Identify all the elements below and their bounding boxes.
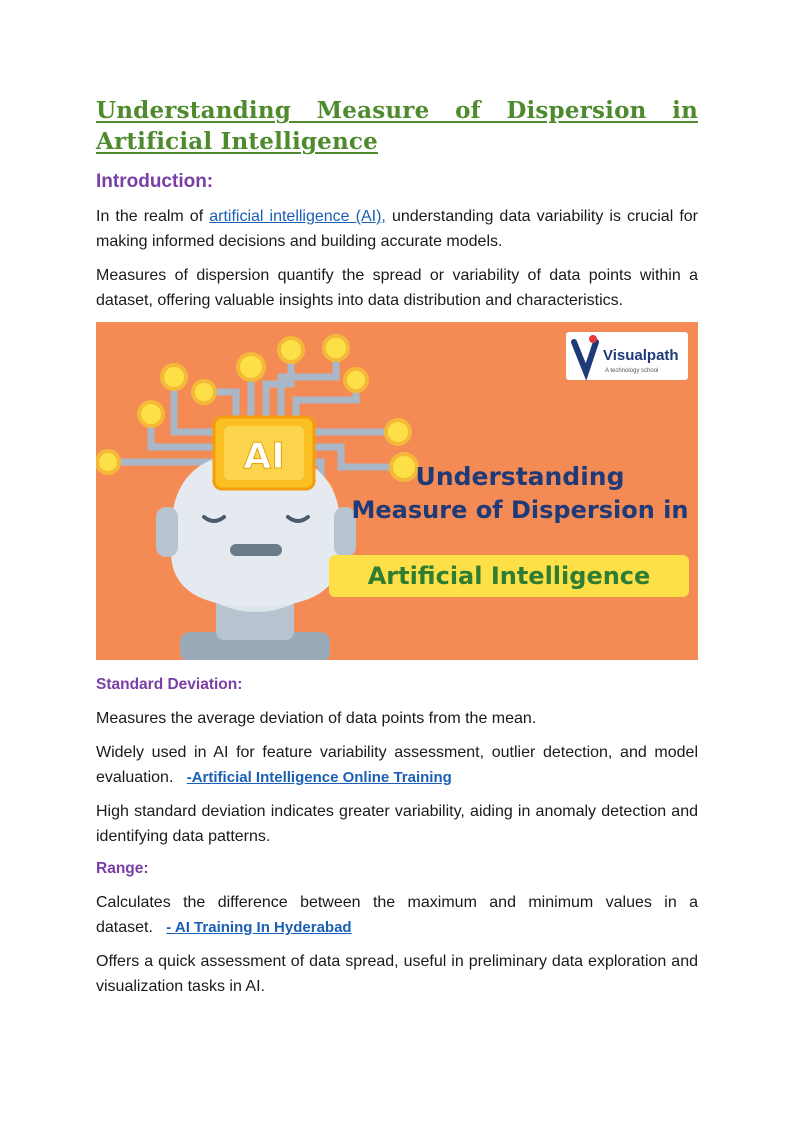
ai-training-hyderabad-link[interactable]: - AI Training In Hyderabad bbox=[166, 919, 352, 936]
sd-paragraph-2 bbox=[96, 740, 698, 790]
ai-link[interactable]: artificial intelligence (AI), bbox=[209, 208, 386, 225]
range-paragraph-1-text: Calculates the difference between the maximum and minimum values in a dataset. bbox=[96, 894, 698, 936]
page-title: Understanding Measure of Dispersion in Artificial Intelligence bbox=[96, 97, 698, 155]
banner-headline-line1: Understanding bbox=[415, 462, 625, 491]
banner-image bbox=[96, 322, 698, 660]
standard-deviation-heading: Standard Deviation: bbox=[96, 676, 243, 693]
range-heading: Range: bbox=[96, 860, 149, 877]
range-paragraph-1 bbox=[96, 890, 698, 940]
intro-paragraph-2: Measures of dispersion quantify the spread or variability of data points within a dataset, offering valuable insights into data distribution and characteristics. bbox=[96, 267, 698, 309]
introduction-heading: Introduction: bbox=[96, 171, 214, 192]
banner-headline-line2: Measure of Dispersion in bbox=[351, 496, 689, 524]
intro-text-after: understanding data variability is crucial for making informed decisions and building accurate models. bbox=[96, 208, 698, 250]
ai-chip-label: AI bbox=[243, 436, 285, 477]
logo-name: Visualpath bbox=[603, 347, 679, 364]
sd-paragraph-3: High standard deviation indicates greater variability, aiding in anomaly detection and identifying data patterns. bbox=[96, 803, 698, 845]
intro-paragraph-1 bbox=[96, 204, 698, 254]
sd-paragraph-1: Measures the average deviation of data points from the mean. bbox=[96, 710, 537, 727]
banner-headline-line3: Artificial Intelligence bbox=[367, 562, 651, 590]
sd-paragraph-2-text: Widely used in AI for feature variability assessment, outlier detection, and model evaluation. bbox=[96, 744, 698, 786]
document-page bbox=[96, 95, 698, 1008]
range-paragraph-2: Offers a quick assessment of data spread, useful in preliminary data exploration and visualization tasks in AI. bbox=[96, 953, 698, 995]
ai-online-training-link[interactable]: -Artificial Intelligence Online Training bbox=[186, 769, 452, 786]
logo-tagline: A technology school bbox=[605, 368, 659, 374]
intro-text-before: In the realm of bbox=[96, 208, 210, 225]
